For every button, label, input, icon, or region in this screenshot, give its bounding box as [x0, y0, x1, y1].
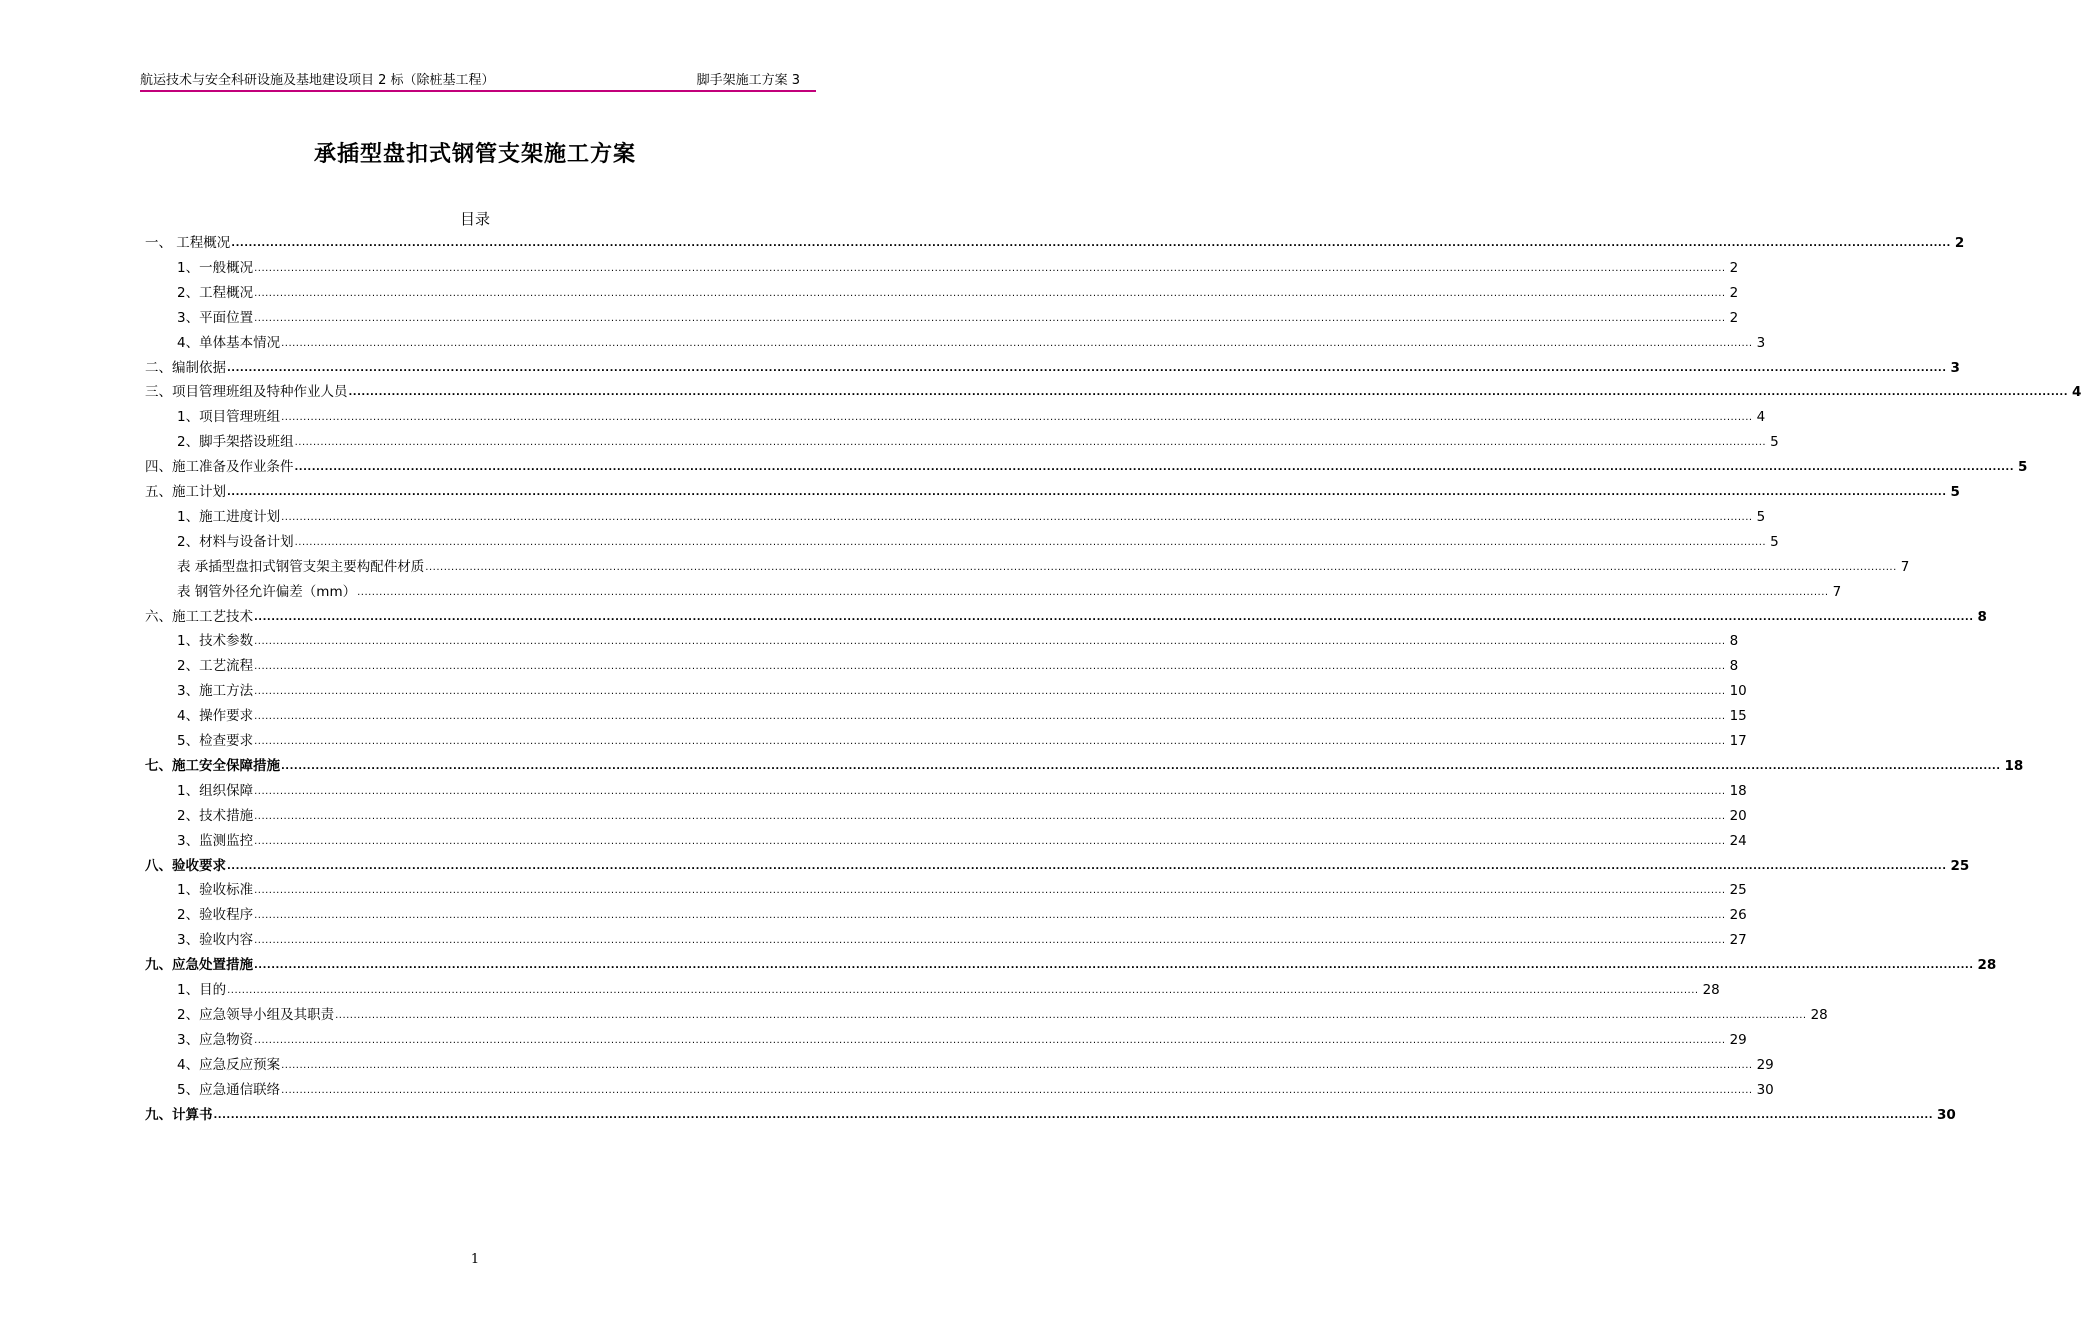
toc-entry-label: 1、项目管理班组 [177, 409, 281, 426]
toc-entry-label: 4、操作要求 [177, 708, 254, 725]
toc-entry-label: 三、项目管理班组及特种作业人员 [145, 384, 348, 401]
toc-entry-page: 18 [2004, 757, 2024, 774]
toc-entry-label: 5、检查要求 [177, 733, 254, 749]
toc-entry-label: 一、 工程概况 [145, 235, 231, 251]
toc-entry-label: 1、施工进度计划 [177, 508, 281, 525]
toc-leader-dots: ................................................................................................................................................................................................................................................................................................................................................................................................................ [254, 910, 1726, 922]
toc-leader-dots: ................................................................................................................................................................................................................................................................................................................................................................................................................ [227, 985, 1699, 996]
toc-entry-label: 3、监测监控 [177, 832, 254, 849]
toc-leader-dots: ................................................................................................................................................................................................................................................................................................................................................................................................................ [231, 238, 1951, 249]
toc-entry-label: 2、验收程序 [177, 907, 254, 924]
toc-entry[interactable] [177, 656, 1739, 676]
toc-entry[interactable] [177, 333, 1766, 353]
toc-leader-dots: ................................................................................................................................................................................................................................................................................................................................................................................................................ [281, 1084, 1753, 1096]
toc-entry[interactable] [177, 1080, 1774, 1100]
toc-entry-page: 29 [1756, 1056, 1774, 1073]
toc-leader-dots: ................................................................................................................................................................................................................................................................................................................................................................................................................ [254, 686, 1726, 698]
toc-entry-page: 26 [1729, 907, 1747, 924]
toc-entry-page: 28 [1702, 982, 1720, 998]
toc-entry-label: 二、编制依据 [145, 359, 226, 376]
toc-entry-label: 2、材料与设备计划 [177, 533, 294, 550]
toc-entry-label: 3、应急物资 [177, 1031, 254, 1048]
toc-leader-dots: ................................................................................................................................................................................................................................................................................................................................................................................................................ [348, 387, 2069, 399]
toc-entry[interactable] [177, 731, 1747, 751]
toc-entry[interactable] [177, 1030, 1747, 1050]
toc-entry[interactable] [145, 756, 2024, 776]
toc-entry[interactable] [177, 806, 1747, 826]
toc-leader-dots: ................................................................................................................................................................................................................................................................................................................................................................................................................ [335, 1009, 1807, 1021]
header-project-title: 航运技术与安全科研设施及基地建设项目 2 标（除桩基工程） [140, 73, 495, 88]
toc-leader-dots: ................................................................................................................................................................................................................................................................................................................................................................................................................ [281, 511, 1753, 523]
toc-entry-page: 17 [1729, 733, 1747, 749]
toc-entry-page: 8 [1977, 608, 1987, 625]
toc-entry[interactable] [145, 482, 1960, 502]
toc-leader-dots: ................................................................................................................................................................................................................................................................................................................................................................................................................ [254, 636, 1726, 648]
toc-entry-label: 2、工程概况 [177, 284, 254, 301]
toc-entry[interactable] [177, 507, 1766, 527]
toc-entry[interactable] [177, 432, 1779, 452]
toc-entry-label: 五、施工计划 [145, 484, 226, 500]
toc-entry-page: 25 [1950, 857, 1970, 874]
toc-entry-page: 4 [2072, 384, 2081, 401]
toc-entry[interactable] [177, 532, 1779, 552]
toc-entry-page: 3 [1756, 334, 1766, 351]
page-header [140, 72, 816, 92]
toc-entry[interactable] [177, 258, 1739, 278]
toc-entry-page: 30 [1937, 1106, 1956, 1123]
toc-entry[interactable] [177, 557, 1910, 577]
toc-entry[interactable] [177, 930, 1747, 950]
toc-entry[interactable] [177, 781, 1747, 801]
toc-entry[interactable] [145, 358, 1960, 378]
toc-entry[interactable] [145, 955, 1997, 975]
toc-leader-dots: ................................................................................................................................................................................................................................................................................................................................................................................................................ [254, 835, 1726, 847]
toc-entry[interactable] [177, 631, 1739, 651]
toc-entry-page: 2 [1729, 284, 1739, 301]
toc-entry[interactable] [177, 905, 1747, 925]
toc-entry-label: 表 承插型盘扣式钢管支架主要构配件材质 [177, 558, 425, 575]
toc-leader-dots: ................................................................................................................................................................................................................................................................................................................................................................................................................ [227, 860, 1947, 872]
toc-entry[interactable] [145, 233, 1965, 253]
toc-leader-dots: ................................................................................................................................................................................................................................................................................................................................................................................................................ [425, 561, 1897, 573]
toc-entry[interactable] [177, 681, 1747, 701]
document-title: 承插型盘扣式钢管支架施工方案 [313, 142, 636, 167]
toc-leader-dots: ................................................................................................................................................................................................................................................................................................................................................................................................................ [294, 536, 1767, 548]
header-document-name: 脚手架施工方案 3 [696, 73, 800, 88]
toc-entry-page: 2 [1729, 309, 1739, 326]
page-number: 1 [470, 1252, 480, 1267]
toc-entry-page: 10 [1729, 683, 1747, 700]
toc-entry-label: 3、平面位置 [177, 309, 254, 326]
toc-entry[interactable] [145, 457, 2028, 477]
toc-leader-dots: ................................................................................................................................................................................................................................................................................................................................................................................................................ [227, 487, 1947, 498]
toc-entry[interactable] [177, 831, 1747, 851]
toc-leader-dots: ................................................................................................................................................................................................................................................................................................................................................................................................................ [294, 437, 1767, 449]
toc-entry-page: 27 [1729, 932, 1747, 949]
toc-entry-label: 七、施工安全保障措施 [145, 757, 280, 774]
toc-entry-page: 3 [1950, 359, 1960, 376]
toc-leader-dots: ................................................................................................................................................................................................................................................................................................................................................................................................................ [254, 885, 1726, 897]
toc-entry-page: 24 [1729, 832, 1747, 849]
toc-heading: 目录 [459, 210, 490, 228]
toc-entry-page: 5 [1770, 533, 1779, 550]
toc-entry-page: 7 [1832, 583, 1842, 600]
toc-entry[interactable] [177, 880, 1747, 900]
toc-leader-dots: ................................................................................................................................................................................................................................................................................................................................................................................................................ [254, 262, 1726, 274]
toc-entry[interactable] [145, 607, 1987, 627]
toc-entry-label: 4、单体基本情况 [177, 334, 281, 351]
toc-entry-page: 29 [1729, 1031, 1747, 1048]
toc-entry[interactable] [177, 582, 1842, 602]
toc-entry-label: 4、应急反应预案 [177, 1056, 281, 1073]
toc-entry-page: 2 [1729, 259, 1739, 276]
toc-leader-dots: ................................................................................................................................................................................................................................................................................................................................................................................................................ [281, 337, 1753, 349]
toc-entry-page: 7 [1900, 558, 1910, 575]
toc-entry[interactable] [177, 283, 1739, 303]
toc-entry-page: 8 [1729, 658, 1739, 675]
toc-entry-label: 九、应急处置措施 [145, 957, 253, 974]
toc-leader-dots: ................................................................................................................................................................................................................................................................................................................................................................................................................ [254, 935, 1726, 947]
toc-entry-page: 28 [1810, 1006, 1828, 1023]
toc-entry-page: 15 [1729, 708, 1747, 725]
toc-entry-label: 2、应急领导小组及其职责 [177, 1006, 335, 1023]
toc-entry[interactable] [177, 980, 1720, 1000]
toc-leader-dots: ................................................................................................................................................................................................................................................................................................................................................................................................................ [254, 312, 1726, 324]
toc-entry[interactable] [145, 1105, 1956, 1125]
toc-leader-dots: ................................................................................................................................................................................................................................................................................................................................................................................................................ [254, 661, 1726, 673]
toc-entry-label: 3、施工方法 [177, 683, 254, 700]
toc-entry-label: 5、应急通信联络 [177, 1081, 281, 1098]
toc-entry-page: 20 [1729, 807, 1747, 824]
toc-entry[interactable] [145, 382, 2081, 402]
toc-entry-page: 30 [1756, 1081, 1774, 1098]
toc-entry[interactable] [177, 706, 1747, 726]
toc-leader-dots: ................................................................................................................................................................................................................................................................................................................................................................................................................ [254, 611, 1974, 623]
toc-leader-dots: ................................................................................................................................................................................................................................................................................................................................................................................................................ [213, 1109, 1934, 1121]
toc-entry-label: 八、验收要求 [145, 857, 226, 874]
toc-entry-label: 九、计算书 [145, 1106, 213, 1123]
toc-entry-label: 1、组织保障 [177, 782, 254, 799]
toc-leader-dots: ................................................................................................................................................................................................................................................................................................................................................................................................................ [294, 462, 2015, 474]
toc-entry-label: 表 钢管外径允许偏差（mm） [177, 583, 357, 600]
toc-entry-page: 4 [1756, 409, 1766, 426]
toc-entry-page: 28 [1977, 957, 1997, 974]
toc-entry[interactable] [177, 407, 1766, 427]
toc-leader-dots: ................................................................................................................................................................................................................................................................................................................................................................................................................ [357, 586, 1829, 598]
toc-leader-dots: ................................................................................................................................................................................................................................................................................................................................................................................................................ [254, 1034, 1726, 1046]
toc-entry-label: 1、验收标准 [177, 882, 254, 899]
toc-entry-page: 25 [1729, 882, 1747, 899]
toc-entry-label: 1、一般概况 [177, 259, 254, 276]
toc-leader-dots: ................................................................................................................................................................................................................................................................................................................................................................................................................ [254, 785, 1726, 797]
toc-entry-label: 2、技术措施 [177, 807, 254, 824]
toc-entry[interactable] [145, 856, 1970, 876]
toc-entry-page: 8 [1729, 633, 1739, 650]
toc-entry-page: 18 [1729, 782, 1747, 799]
toc-leader-dots: ................................................................................................................................................................................................................................................................................................................................................................................................................ [254, 960, 1974, 972]
toc-entry[interactable] [177, 1005, 1828, 1025]
toc-entry-label: 1、目的 [177, 982, 227, 998]
toc-entry-label: 3、验收内容 [177, 932, 254, 949]
toc-leader-dots: ................................................................................................................................................................................................................................................................................................................................................................................................................ [281, 1059, 1753, 1071]
toc-entry-page: 2 [1954, 235, 1965, 251]
toc-entry-label: 四、施工准备及作业条件 [145, 459, 294, 476]
toc-leader-dots: ................................................................................................................................................................................................................................................................................................................................................................................................................ [254, 287, 1726, 299]
toc-leader-dots: ................................................................................................................................................................................................................................................................................................................................................................................................................ [227, 362, 1947, 374]
toc-entry-label: 2、工艺流程 [177, 658, 254, 675]
toc-entry-label: 2、脚手架搭设班组 [177, 434, 294, 451]
toc-entry[interactable] [177, 308, 1739, 328]
toc-leader-dots: ................................................................................................................................................................................................................................................................................................................................................................................................................ [254, 736, 1726, 747]
toc-leader-dots: ................................................................................................................................................................................................................................................................................................................................................................................................................ [281, 412, 1753, 424]
toc-leader-dots: ................................................................................................................................................................................................................................................................................................................................................................................................................ [281, 760, 2001, 772]
toc-entry-page: 5 [1770, 434, 1779, 451]
toc-entry-page: 5 [1756, 508, 1766, 525]
toc-entry-label: 六、施工工艺技术 [145, 608, 253, 625]
toc-leader-dots: ................................................................................................................................................................................................................................................................................................................................................................................................................ [254, 810, 1726, 822]
toc-entry-page: 5 [2018, 459, 2028, 476]
toc-entry[interactable] [177, 1055, 1774, 1075]
toc-entry-page: 5 [1950, 484, 1960, 500]
toc-entry-label: 1、技术参数 [177, 633, 254, 650]
toc-leader-dots: ................................................................................................................................................................................................................................................................................................................................................................................................................ [254, 711, 1726, 723]
